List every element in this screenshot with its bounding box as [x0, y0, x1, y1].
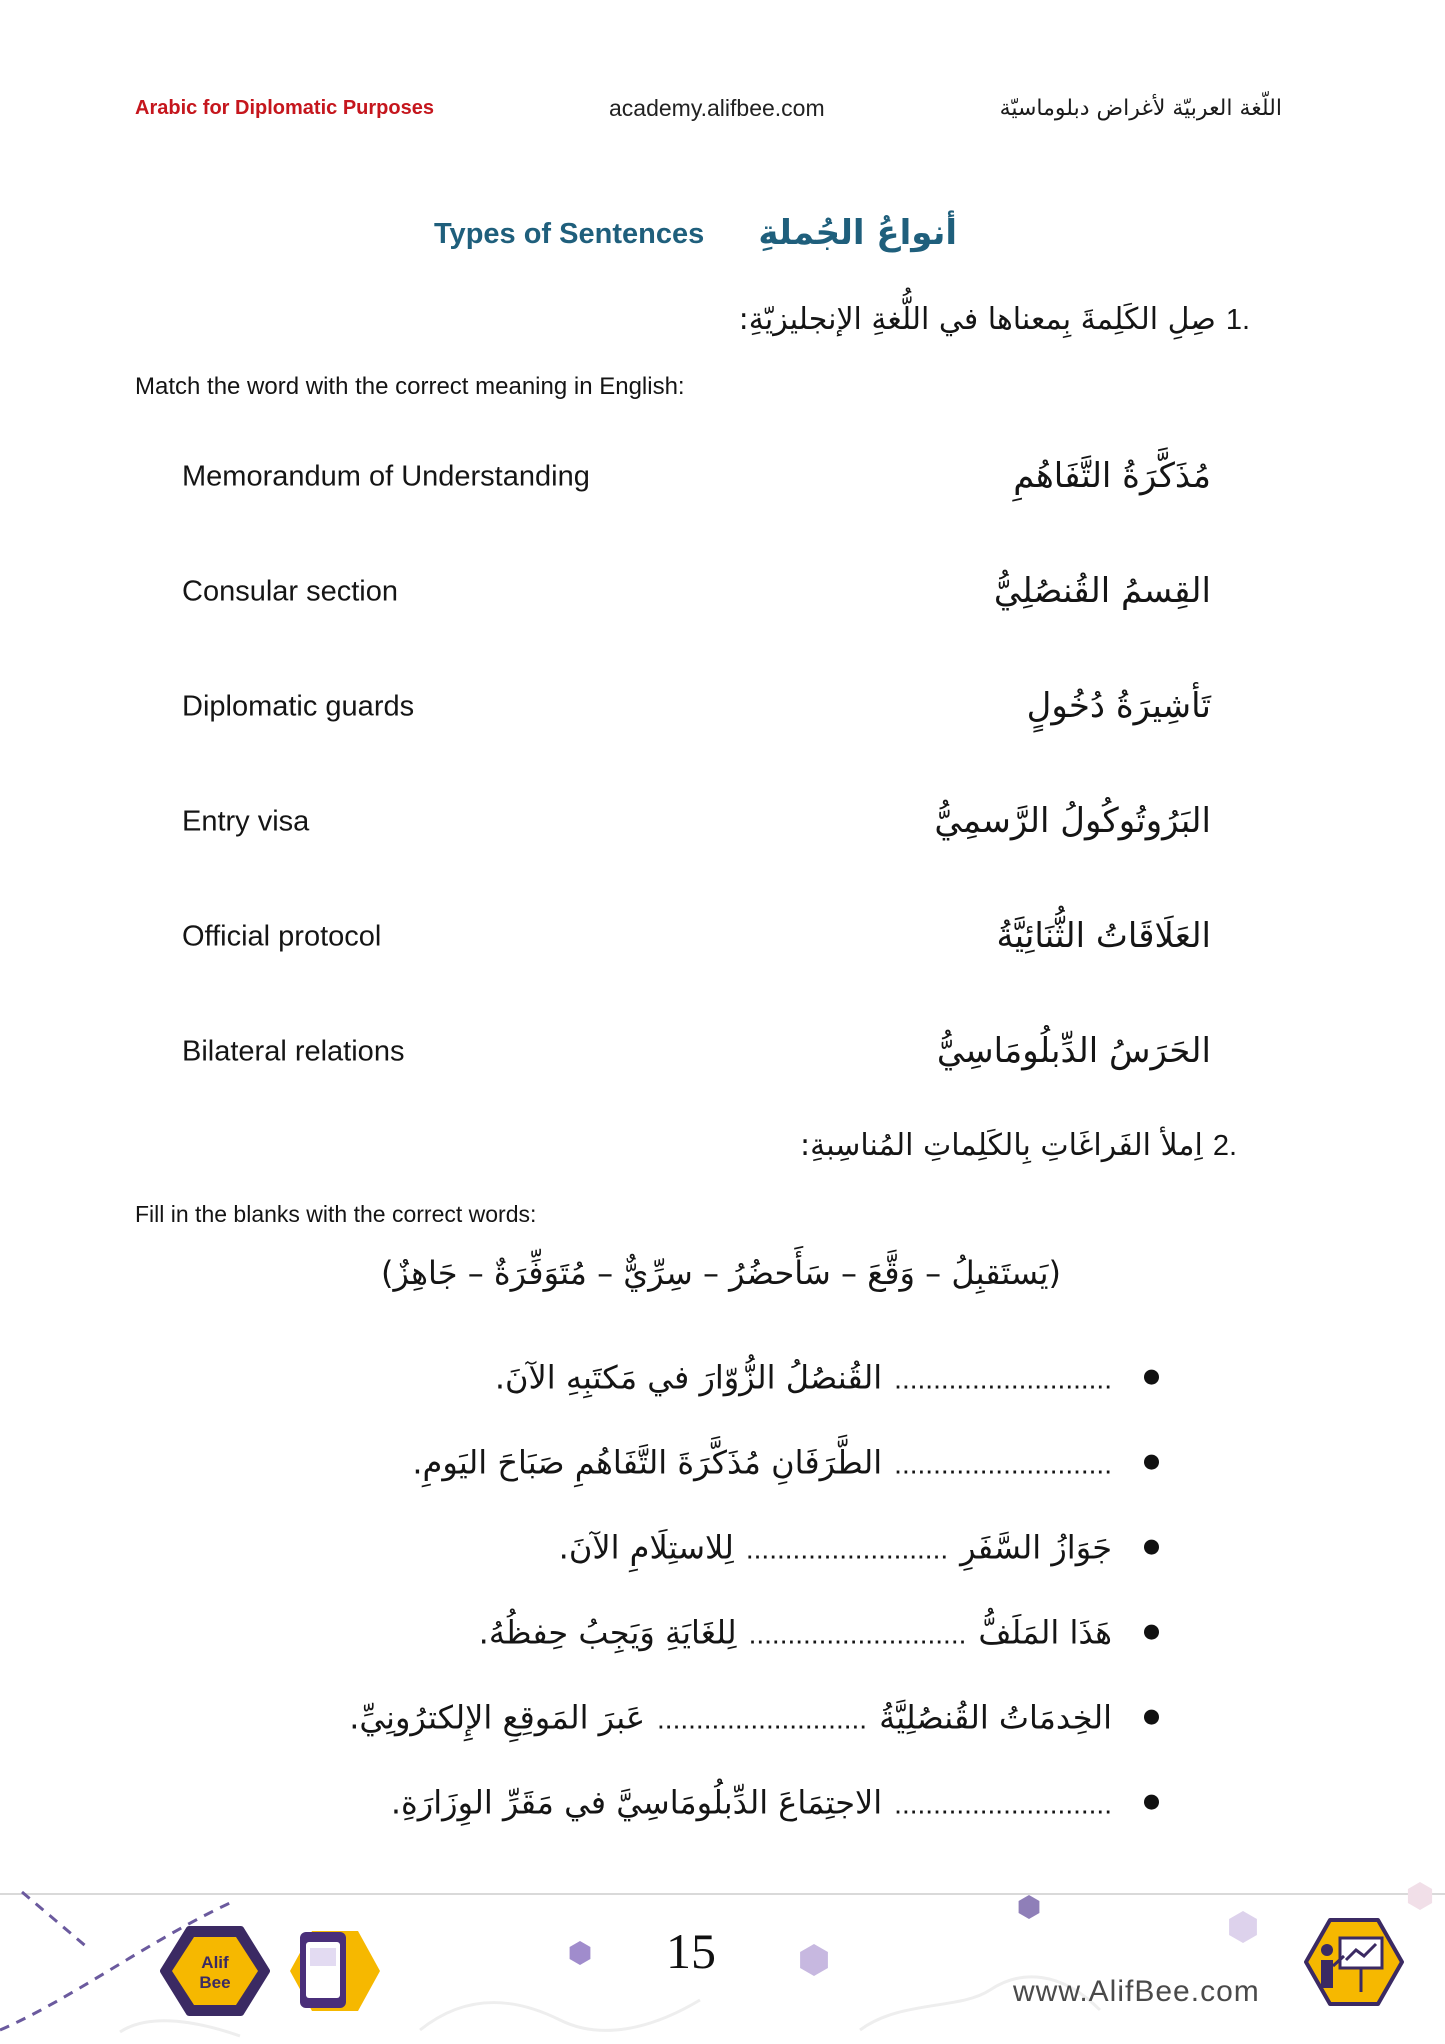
header-website: academy.alifbee.com	[609, 95, 825, 121]
arabic-term: البَرُوتُوكُولُ الرَّسمِيُّ	[934, 800, 1211, 841]
page-title-english: Types of Sentences	[434, 218, 705, 250]
list-item	[0, 1760, 1445, 1845]
sentence	[495, 1355, 1159, 1400]
bullet-icon	[1144, 1455, 1159, 1470]
list-item	[0, 1590, 1445, 1675]
blank-line: ..........................	[745, 1533, 949, 1565]
bullet-icon	[1144, 1795, 1159, 1810]
hexagon-decoration	[800, 1944, 828, 1976]
arabic-term: تَأشِيرَةُ دُخُولٍ	[1026, 685, 1211, 726]
sentence-start: الخِدمَاتُ القُنصُلِيَّةُ	[879, 1698, 1112, 1737]
english-term: Consular section	[182, 575, 398, 608]
list-item	[0, 1335, 1445, 1420]
page-number: 15	[666, 1923, 716, 1979]
english-term: Diplomatic guards	[182, 690, 415, 723]
sentence	[391, 1780, 1159, 1825]
bullet-icon	[1144, 1625, 1159, 1640]
arabic-term: العَلَاقَاتُ الثُّنَائِيَّةُ	[996, 915, 1211, 956]
sentence-end: لِلاستِلَامِ الآنَ.	[558, 1528, 734, 1567]
sentence-end: الاجتِمَاعَ الدِّبلُومَاسِيَّ في مَقَرِّ الوِزَارَةِ.	[390, 1783, 883, 1822]
header-course-title: Arabic for Diplomatic Purposes	[135, 97, 434, 119]
english-term: Official protocol	[182, 920, 382, 953]
calligraphy-watermark	[120, 1977, 1100, 2036]
sentence-end: الطَّرَفَانِ مُذَكَّرَةَ التَّفَاهُمِ صَبَاحَ اليَومِ.	[412, 1443, 883, 1482]
teacher-board-icon	[1306, 1920, 1402, 2004]
arabic-term: القِسمُ القُنصُلِيُّ	[993, 570, 1211, 611]
blank-line: ............................	[894, 1363, 1112, 1395]
bullet-icon	[1144, 1540, 1159, 1555]
app-phone-icon	[290, 1931, 380, 2011]
exercise1-instruction-english: Match the word with the correct meaning in English:	[135, 373, 685, 400]
sentence	[349, 1695, 1159, 1740]
blank-line: ...........................	[657, 1703, 868, 1735]
alif-bee-logo	[163, 1929, 267, 2013]
arabic-term: الحَرَسُ الدِّبلُومَاسِيُّ	[936, 1030, 1211, 1071]
sentence-end: القُنصُلُ الزُّوّارَ في مَكتَبِهِ الآنَ.	[494, 1358, 883, 1397]
logo-text-line1: Alif	[201, 1953, 229, 1972]
sentence-start: جَوَازُ السَّفَرِ	[960, 1528, 1112, 1567]
sentence-start: هَذَا المَلَفُّ	[978, 1613, 1112, 1652]
matching-row	[0, 879, 1445, 994]
word-bank: (يَستَقبِلُ – وَقَّعَ – سَأَحضُرُ – سِرِّيٌّ – مُتَوَفِّرَةٌ – جَاهِزٌ)	[380, 1254, 1061, 1292]
sentence-end: لِلغَايَةِ وَيَجِبُ حِفظُهُ.	[478, 1613, 737, 1652]
exercise1-instruction-arabic	[739, 299, 1250, 341]
sentence-end: عَبرَ المَوقِعِ الإِلكترُونِيِّ.	[349, 1698, 646, 1737]
matching-row	[0, 649, 1445, 764]
hexagon-decoration	[1408, 1882, 1432, 1910]
bullet-icon	[1144, 1370, 1159, 1385]
sentence	[479, 1610, 1159, 1655]
blank-line: ............................	[894, 1448, 1112, 1480]
header-arabic-course-title: اللّغة العربيّة لأغراض دبلوماسيّة	[999, 96, 1282, 121]
matching-row	[0, 419, 1445, 534]
english-term: Bilateral relations	[182, 1035, 405, 1068]
blank-line: ............................	[748, 1618, 967, 1650]
dashed-curve-short	[22, 1892, 88, 1948]
hexagon-decoration	[1019, 1895, 1040, 1919]
logo-text-line2: Bee	[199, 1973, 231, 1992]
list-item	[0, 1505, 1445, 1590]
sentence	[559, 1525, 1159, 1570]
footer-website: www.AlifBee.com	[1013, 1975, 1260, 2008]
exercise2-number: 2.	[1212, 1130, 1237, 1162]
exercise1-number: 1.	[1225, 304, 1250, 336]
list-item	[0, 1675, 1445, 1760]
english-term: Memorandum of Understanding	[182, 460, 590, 493]
exercise2-instruction-text: اِملأ الفَراغَاتِ بِالكَلِماتِ المُناسِبةِ:	[800, 1128, 1203, 1163]
matching-row	[0, 764, 1445, 879]
matching-list	[0, 419, 1445, 1109]
exercise1-instruction-text: صِلِ الكَلِمةَ بِمعناها في اللُّغةِ الإنجليزيّةِ:	[738, 302, 1216, 337]
hexagon-decoration	[570, 1941, 591, 1965]
blank-line: ............................	[894, 1788, 1112, 1820]
list-item	[0, 1420, 1445, 1505]
exercise2-instruction-english: Fill in the blanks with the correct words:	[135, 1201, 537, 1227]
page-title-arabic: أنواعُ الجُملةِ	[758, 213, 957, 253]
bullet-icon	[1144, 1710, 1159, 1725]
english-term: Entry visa	[182, 805, 310, 838]
arabic-term: مُذَكَّرَةُ التَّفَاهُمِ	[1013, 455, 1211, 496]
exercise2-instruction-arabic	[800, 1125, 1237, 1167]
matching-row	[0, 994, 1445, 1109]
hexagon-decoration	[1229, 1911, 1257, 1943]
sentence	[412, 1440, 1159, 1485]
matching-row	[0, 534, 1445, 649]
fill-in-list	[0, 1335, 1445, 1845]
